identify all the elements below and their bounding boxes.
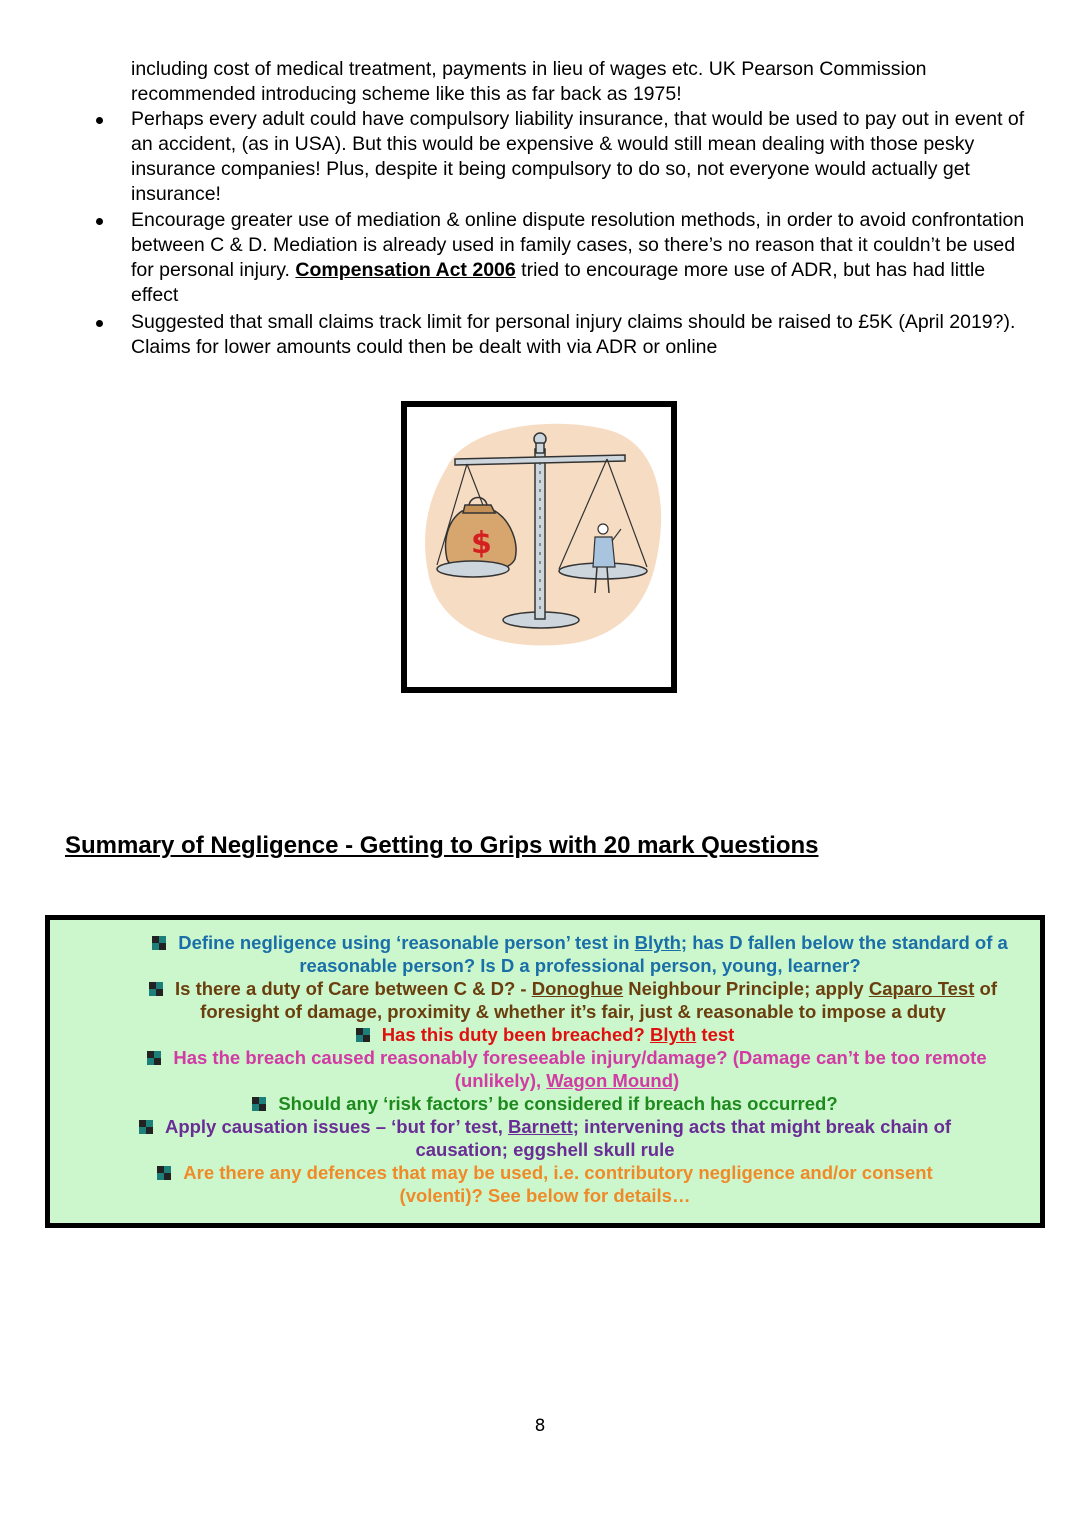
negligence-summary-box bbox=[45, 915, 1045, 1228]
bullet-text: Perhaps every adult could have compulsory liability insurance, that would be used to pay out in event of an accident, (as in USA). But this would be expensive & would still mean dealing with those pesky insurance companies! Plus, despite it being compulsory to do so, not everyone would actually get insurance! bbox=[131, 108, 1025, 205]
bullet-dot-icon bbox=[96, 218, 103, 225]
summary-item-defences: Are there any defences that may be used, i.e. contributory negligence and/or consent (volenti)? See below for details… bbox=[50, 1161, 1040, 1207]
summary-item-causation: Apply causation issues – ‘but for’ test, Barnett; intervening acts that might break chain of causation; eggshell skull rule bbox=[50, 1115, 1040, 1161]
bullet-text: tried to encourage more use of ADR, but has had little effect bbox=[131, 259, 986, 306]
bullet-dot-icon bbox=[96, 117, 103, 124]
summary-item-risk-factors: Should any ‘risk factors’ be considered if breach has occurred? bbox=[50, 1092, 1040, 1115]
scales-of-justice-money-bag-vs-person-icon bbox=[407, 407, 671, 687]
summary-item-duty: Is there a duty of Care between C & D? - Donoghue Neighbour Principle; apply Caparo Test of foresight of damage, proximity & whether it’s fair, just & reasonable to impose a duty bbox=[50, 977, 1040, 1023]
summary-item-breach: Has this duty been breached? Blyth test bbox=[50, 1023, 1040, 1046]
checker-bullet-icon bbox=[149, 982, 163, 996]
case-name: Barnett bbox=[507, 1116, 573, 1137]
continued-line-1: including cost of medical treatment, payments in lieu of wages etc. UK Pearson Commission bbox=[131, 58, 927, 80]
checker-bullet-icon bbox=[139, 1120, 153, 1134]
continued-paragraph bbox=[131, 57, 1031, 107]
page-number: 8 bbox=[534, 1416, 546, 1436]
case-name: Wagon Mound bbox=[546, 1070, 674, 1091]
section-heading: Summary of Negligence - Getting to Grips with 20 mark Questions bbox=[65, 832, 819, 859]
case-name: Donoghue bbox=[531, 978, 624, 999]
checker-bullet-icon bbox=[152, 936, 166, 950]
checker-bullet-icon bbox=[147, 1051, 161, 1065]
case-name: Blyth bbox=[650, 1024, 697, 1045]
continued-line-2: recommended introducing scheme like this as far back as 1975! bbox=[131, 83, 682, 105]
bullet-dot-icon bbox=[96, 320, 103, 327]
summary-item-damage: Has the breach caused reasonably foreseeable injury/damage? (Damage can’t be too remote (unlikely), Wagon Mound) bbox=[50, 1046, 1040, 1092]
summary-item-define: Define negligence using ‘reasonable person’ test in Blyth; has D fallen below the standard of a reasonable person? Is D a professional person, young, learner? bbox=[50, 931, 1040, 977]
list-item bbox=[95, 310, 1035, 360]
list-item bbox=[95, 208, 1035, 308]
reform-bullet-list bbox=[95, 107, 1035, 361]
checker-bullet-icon bbox=[157, 1166, 171, 1180]
bullet-text: Encourage greater use of mediation & online dispute resolution methods, in order to avoid confrontation between C & D. Mediation is already used in family cases, so there’s no reason that it couldn’t be used for personal injury. bbox=[131, 209, 1025, 281]
case-name: Blyth bbox=[634, 932, 681, 953]
illustration-frame bbox=[401, 401, 677, 693]
case-name: Caparo Test bbox=[868, 978, 975, 999]
statute-name: Compensation Act 2006 bbox=[295, 259, 516, 281]
dollar-sign-icon: $ bbox=[471, 526, 492, 561]
list-item bbox=[95, 107, 1035, 207]
checker-bullet-icon bbox=[252, 1097, 266, 1111]
bullet-text: Suggested that small claims track limit for personal injury claims should be raised to £5K (April 2019?). Claims for lower amounts could then be dealt with via ADR or online bbox=[131, 311, 1016, 358]
checker-bullet-icon bbox=[356, 1028, 370, 1042]
